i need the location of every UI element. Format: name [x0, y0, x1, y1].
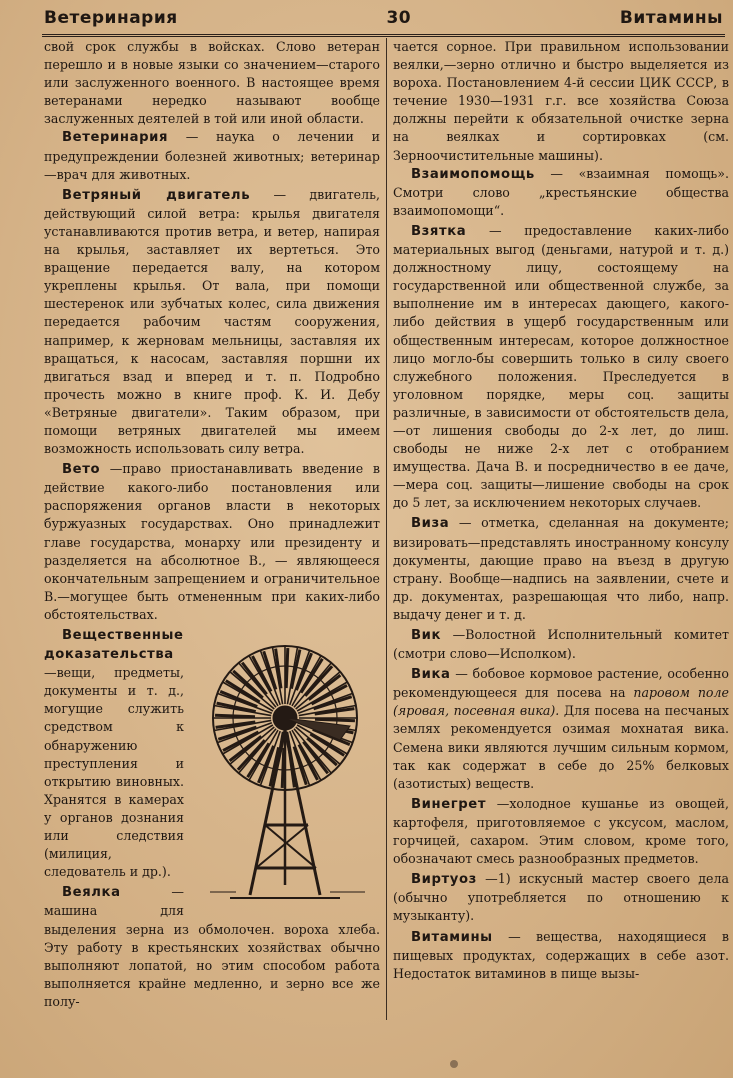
header-right-guide-word: Витамины [619, 8, 723, 28]
windmill-blade [215, 715, 255, 717]
left-column [44, 38, 380, 1013]
entry-vitaminy [393, 928, 729, 983]
entry-definition: —право приостанавливать введение в действие какого-либо постановления или распоряжения органов власти в некоторых буржуазных государствах. Оно принадлежит главе государства, монарху или президенту и разделяется на абсолютное В., — являющееся окончательным запрещением и ограничительное В.—могущее быть отмененным при каких-либо обстоятельствах. [44, 461, 380, 622]
entry-definition: —вещи, предметы, документы и т. д., могущие служить средством к обнаружению преступления и открытию виновных. Хранятся в камерах у органов дознания или следствия (милиция, следователь и др.). [44, 665, 184, 880]
entry-veterinariya [44, 128, 380, 183]
entry-viza [393, 514, 729, 624]
windmill-blade [286, 648, 288, 688]
entry-vzyatka [393, 222, 729, 513]
left-intro-text: свой срок службы в войсках. Слово ветеран перешло и в новые языки со значением—старого или заслуженного военного. В настоящее время ветеранами нередко называют вообще заслуженных деятелей в той или иной области. [44, 39, 380, 127]
column-divider [386, 38, 387, 1020]
page-number: 30 [386, 8, 412, 28]
entry-definition: —Волостной Исполнительный комитет (смотри слово—Исполком). [393, 627, 729, 662]
entry-definition-part: Для посева на песчаных землях рекомендуется озимая мохнатая вика. Семена вики являются лучшим сильным кормом, так как содержат в себе до 25% белковых (азотистых) веществ. [393, 703, 729, 791]
entry-veto [44, 460, 380, 624]
entry-headword: Винегрет [411, 796, 487, 812]
entry-definition: — наука о лечении и предупреждении болезней животных; ветеринар—врач для животных. [44, 129, 381, 182]
entry-headword: Взаимопомощь [411, 166, 535, 182]
entry-headword: Взятка [411, 223, 467, 239]
entry-vika [393, 665, 729, 793]
entry-vik [393, 626, 729, 663]
running-header [44, 4, 723, 32]
entry-virtuoz [393, 870, 729, 925]
entry-definition: —1) искусный мастер своего дела (обычно употребляется по отношению к музыканту). [393, 871, 729, 924]
entry-headword: Витамины [411, 929, 493, 945]
entry-definition: —холодное кушанье из овощей, картофеля, приготовляемое с уксусом, маслом, горчицей, сахаром. Этим словом, кроме того, обозначают смесь разнообразных предметов. [393, 795, 729, 867]
entry-vzaimopomoshch [393, 165, 729, 220]
entry-definition: — «взаимная помощь». Смотри слово „крестьянские общества взаимопомощи“. [393, 165, 729, 218]
entry-headword: Виртуоз [411, 872, 477, 888]
entry-definition: — предоставление каких-либо материальных выгод (деньгами, натурой и т. д.) должностному лицу, состоящему на государственной или общественной службе, за выполнение им в интересах дающего, какого-либо действия в ущерб государственным или общественным интересам, которое должностное лицо могло-бы совершить только в силу своего служебного положения. Преследуется в уголовном порядке, меры соц. защиты различные, в зависимости от обстоятельств дела,—от лишения свободы до 2-х лет, до лиш. свободы не ниже 2-х лет с отобранием имущества. Дача В. и посредничество в ее даче,—мера соц. защиты—лишение свободы на срок до 5 лет, за исключением некоторых случаев. [393, 222, 729, 511]
entry-headword: Виза [411, 516, 450, 532]
entry-headword: Ветеринария [62, 130, 169, 146]
entry-vetryany-dvigatel [44, 186, 380, 458]
entry-headword: Вето [62, 462, 101, 478]
entry-definition: —машина для выделения зерна из обмолочен. вороха хлеба. Эту работу в крестьянских хозяйствах обычно выполняют лопатой, но этим способом работа выполняется крайне медленно, и зерно все же полу- [44, 884, 380, 1009]
entry-headword: Вещественные доказательства [44, 628, 184, 663]
entry-definition-italic: паровом поле (яровая, посевная вика). [393, 685, 729, 719]
windmill-blade [282, 748, 284, 788]
header-left-guide-word: Ветеринария [44, 8, 178, 28]
entry-headword: Ветряный двигатель [62, 187, 251, 203]
entry-definition: — отметка, сделанная на документе; визировать—представлять иностранному консулу документы, дающие право на въезд в другую страну. Вообще—надпись на заявлении, счете и др. документах, разрешающая что либо, напр. выдачу денег и т. д. [393, 515, 729, 622]
entry-headword: Вик [411, 628, 442, 643]
right-column [393, 38, 729, 985]
entry-definition-part: — бобовое кормовое растение, особенно рекомендующееся для посева на [393, 666, 729, 701]
ink-smudge [450, 1060, 458, 1068]
entry-vinegret [393, 795, 729, 868]
entry-definition: — вещества, находящиеся в пищевых продуктах, содержащих в себе азот. Недостаток витаминов в пище вызы- [393, 928, 729, 981]
windmill-illustration-icon [190, 630, 380, 910]
header-rule [42, 34, 725, 37]
entry-headword: Веялка [62, 885, 121, 901]
entry-definition: — двигатель, действующий силой ветра: крылья двигателя устанавливаются против ветра, и ветер, напирая на крылья, заставляет их вертеться. Это вращение передается валу, на котором укреплены крылья. От вала, при помощи шестеренок или зубчатых колес, сила движения передается рабочим частям сооружения, например, к жерновам мельницы, заставляя их вращаться, к насосам, заставляя поршни их двигаться взад и вперед и т. п. Подробно прочесть можно в книге проф. К. И. Дебу «Ветряные двигатели». Таким образом, при помощи ветряных двигателей мы имеем возможность использовать силу ветра. [44, 186, 380, 457]
right-intro-text: чается сорное. При правильном использовании веялки,—зерно отлично и быстро выделяется из вороха. Постановлением 4-й сессии ЦИК СССР, в течение 1930—1931 г.г. все хозяйства Союза должны перейти к обязательной очистке зерна на веялках и сортировках (см. Зерноочистительные машины). [393, 39, 729, 163]
entry-headword: Вика [411, 667, 451, 683]
windmill-figure [190, 630, 380, 910]
windmill-blade [315, 719, 355, 721]
